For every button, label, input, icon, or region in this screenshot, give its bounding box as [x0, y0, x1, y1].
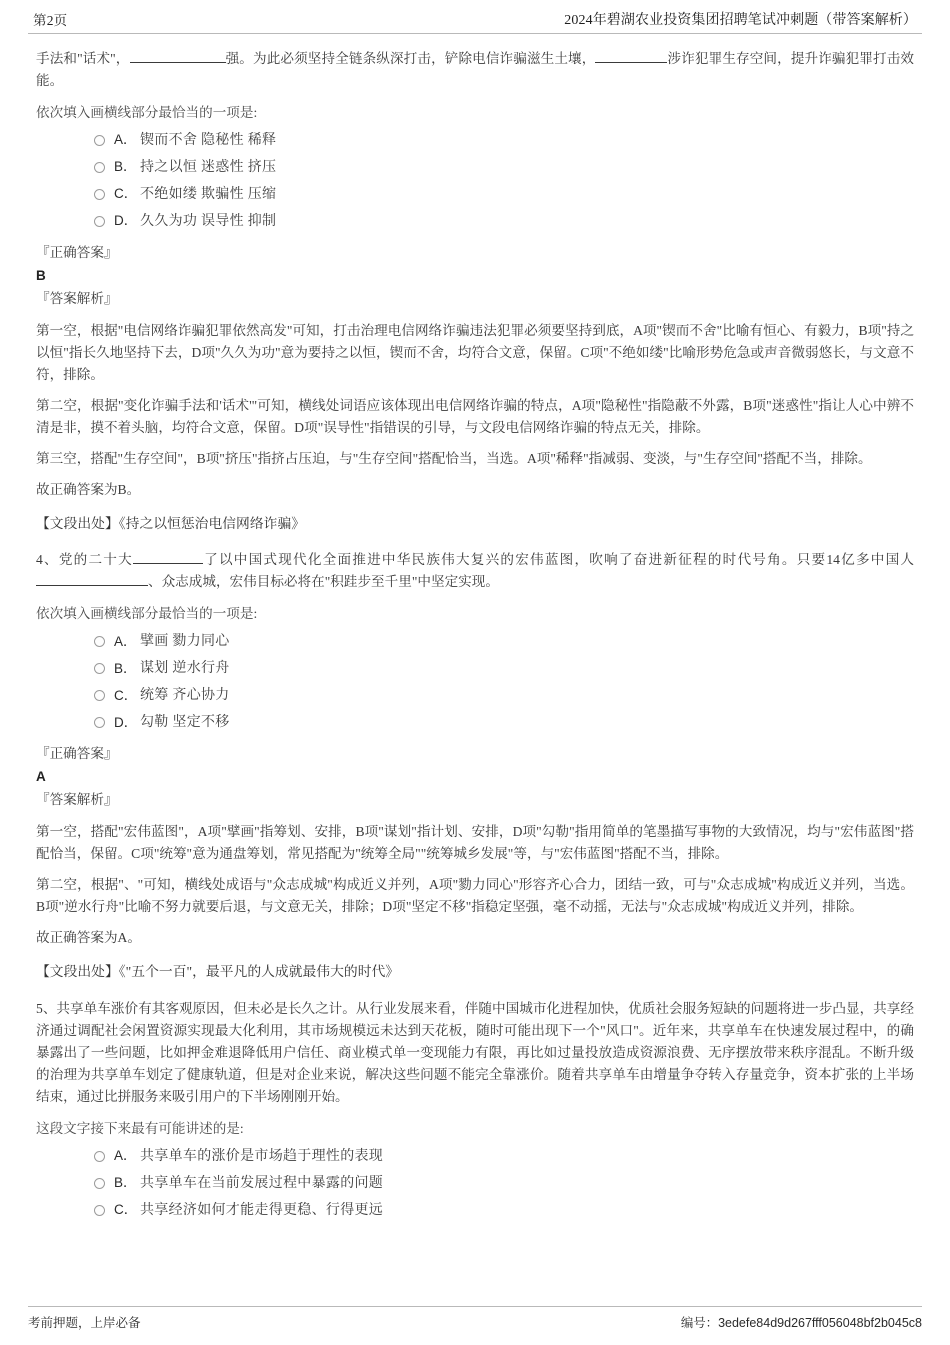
q4-stem-part3: 、众志成城，宏伟目标必将在"积跬步至千里"中坚定实现。 [148, 574, 499, 590]
option-text: 持之以恒 迷惑性 挤压 [140, 160, 277, 176]
q3-blank-1 [130, 62, 226, 63]
option-letter: A． [114, 633, 137, 649]
radio-circle-icon[interactable] [94, 189, 105, 200]
q4-option-d[interactable] [94, 712, 914, 733]
radio-circle-icon[interactable] [94, 1178, 105, 1189]
q3-analysis-label: 『答案解析』 [36, 290, 118, 306]
option-letter: C． [114, 687, 138, 703]
option-letter: D． [114, 213, 138, 229]
option-text: 不绝如缕 欺骗性 压缩 [140, 187, 277, 203]
option-text: 统筹 齐心协力 [140, 688, 230, 704]
q4-correct-answer-label: 『正确答案』 [36, 746, 118, 762]
option-letter: C． [114, 186, 138, 202]
q3-options-list [36, 130, 914, 232]
q4-source-reference: 【文段出处】《"五个一百"，最平凡的人成就最伟大的时代》 [36, 964, 400, 980]
q3-stem-part3: 涉诈犯罪生存空间，提升诈骗犯罪打击效能。 [36, 51, 914, 89]
footer-slogan: 考前押题，上岸必备 [28, 1316, 141, 1330]
option-text: 共享经济如何才能走得更稳、行得更远 [140, 1202, 384, 1218]
q3-blank-2 [595, 62, 667, 63]
option-letter: C． [114, 1202, 138, 1218]
option-text: 擘画 勠力同心 [140, 634, 230, 650]
q4-stem [36, 549, 914, 593]
q3-stem-part1: 手法和"话术"， [36, 51, 130, 66]
option-letter: A． [114, 1148, 137, 1164]
q4-options-list [36, 631, 914, 733]
option-text: 锲而不舍 隐秘性 稀释 [140, 133, 277, 149]
option-letter: B． [114, 1175, 137, 1191]
q4-option-c[interactable] [94, 685, 914, 706]
q5-options-list [36, 1146, 914, 1221]
radio-circle-icon[interactable] [94, 690, 105, 701]
q3-analysis-paragraph-3: 第三空，搭配"生存空间"，B项"挤压"指挤占压迫，与"生存空间"搭配恰当，当选。A项"稀释"指减弱、变淡，与"生存空间"搭配不当，排除。 [36, 451, 872, 467]
q3-analysis-paragraph-2: 第二空，根据"变化诈骗手法和'话术'"可知，横线处词语应该体现出电信网络诈骗的特点，A项"隐秘性"指隐蔽不外露，B项"迷惑性"指让人心中辨不清是非，摸不着头脑，均符合文意，保留。D项"误导性"指错误的引导，与文段电信网络诈骗的特点无关，排除。 [36, 397, 914, 435]
radio-circle-icon[interactable] [94, 1151, 105, 1162]
q3-source-reference: 【文段出处】《持之以恒惩治电信网络诈骗》 [36, 516, 306, 532]
q3-option-c[interactable] [94, 184, 914, 205]
q4-option-b[interactable] [94, 658, 914, 679]
page-number-label: 第2页 [33, 13, 68, 28]
page-footer [28, 1306, 922, 1331]
q3-correct-answer-label: 『正确答案』 [36, 245, 118, 261]
footer-code-block [681, 1313, 922, 1331]
radio-circle-icon[interactable] [94, 216, 105, 227]
option-letter: B． [114, 159, 137, 175]
radio-circle-icon[interactable] [94, 717, 105, 728]
q4-stem-part2: 了以中国式现代化全面推进中华民族伟大复兴的宏伟蓝图，吹响了奋进新征程的时代号角。只要14亿多中国人 [202, 552, 914, 568]
radio-circle-icon[interactable] [94, 135, 105, 146]
q3-option-d[interactable] [94, 211, 914, 232]
q3-stem-part2: 强。为此必须坚持全链条纵深打击，铲除电信诈骗滋生土壤， [225, 51, 596, 66]
q3-correct-answer-value: B [36, 268, 46, 284]
q4-analysis-label: 『答案解析』 [36, 792, 118, 808]
radio-circle-icon[interactable] [94, 663, 105, 674]
q3-option-a[interactable] [94, 130, 914, 151]
q5-prompt: 这段文字接下来最有可能讲述的是: [36, 1120, 244, 1136]
q5-option-b[interactable] [94, 1173, 914, 1194]
q4-prompt: 依次填入画横线部分最恰当的一项是: [36, 606, 258, 622]
q4-blank-1 [133, 563, 203, 564]
q4-analysis-paragraph-2: 第二空，根据"、"可知，横线处成语与"众志成城"构成近义并列，A项"勠力同心"形容齐心合力，团结一致，可与"众志成城"构成近义并列，当选。B项"逆水行舟"比喻不努力就要后退，与文意无关，排除；D项"坚定不移"指稳定坚强，毫不动摇，无法与"众志成城"构成近义并列，排除。 [36, 877, 914, 915]
option-letter: A． [114, 132, 137, 148]
q5-option-c[interactable] [94, 1200, 914, 1221]
q3-option-b[interactable] [94, 157, 914, 178]
radio-circle-icon[interactable] [94, 1205, 105, 1216]
option-text: 谋划 逆水行舟 [140, 661, 230, 677]
q3-analysis-conclusion: 故正确答案为B。 [36, 482, 141, 498]
q4-analysis-paragraph-1: 第一空，搭配"宏伟蓝图"，A项"擘画"指筹划、安排，B项"谋划"指计划、安排，D项"勾勒"指用简单的笔墨描写事物的大致情况，均与"宏伟蓝图"搭配恰当，保留。C项"统筹"意为通盘筹划，常见搭配为"统筹全局""统筹城乡发展"等，与"宏伟蓝图"搭配不当，排除。 [36, 824, 914, 862]
radio-circle-icon[interactable] [94, 636, 105, 647]
page-content [28, 34, 922, 1221]
footer-code-value: 3edefe84d9d267fff056048bf2b045c8 [718, 1316, 922, 1330]
q3-prompt: 依次填入画横线部分最恰当的一项是: [36, 105, 258, 121]
option-letter: B． [114, 660, 137, 676]
option-text: 久久为功 误导性 抑制 [140, 214, 277, 230]
radio-circle-icon[interactable] [94, 162, 105, 173]
option-text: 勾勒 坚定不移 [140, 715, 230, 731]
q4-stem-part1: 4、党的二十大 [36, 552, 133, 568]
footer-code-label: 编号： [680, 1316, 719, 1330]
option-text: 共享单车的涨价是市场趋于理性的表现 [140, 1148, 384, 1164]
q3-stem-continuation [36, 48, 914, 92]
q4-analysis-conclusion: 故正确答案为A。 [36, 930, 141, 946]
q4-correct-answer-value: A [36, 769, 46, 785]
document-title: 2024年碧湖农业投资集团招聘笔试冲刺题（带答案解析） [564, 13, 917, 28]
q4-option-a[interactable] [94, 631, 914, 652]
q5-passage: 5、共享单车涨价有其客观原因，但未必是长久之计。从行业发展来看，伴随中国城市化进程加快，优质社会服务短缺的问题将进一步凸显，共享经济通过调配社会闲置资源实现最大化利用，其市场规模远未达到天花板，随时可能出现下一个"风口"。近年来，共享单车在快速发展过程中，的确暴露出了一些问题，比如押金难退降低用户信任、商业模式单一变现能力有限，再比如过量投放造成资源浪费、无序摆放带来秩序混乱。不断升级的治理为共享单车划定了健康轨道，但是对企业来说，解决这些问题不能完全靠涨价。随着共享单车由增量争夺转入存量竞争，资本扩张的上半场结束，通过比拼服务来吸引用户的下半场刚刚开始。 [36, 1000, 914, 1104]
q3-analysis-paragraph-1: 第一空，根据"电信网络诈骗犯罪依然高发"可知，打击治理电信网络诈骗违法犯罪必须要坚持到底，A项"锲而不舍"比喻有恒心、有毅力，B项"持之以恒"指长久地坚持下去，D项"久久为功"意为要持之以恒，锲而不舍，均符合文意，保留。C项"不绝如缕"比喻形势危急或声音微弱悠长，与文意不符，排除。 [36, 322, 914, 382]
q5-option-a[interactable] [94, 1146, 914, 1167]
option-text: 共享单车在当前发展过程中暴露的问题 [140, 1175, 384, 1191]
q4-blank-2 [36, 585, 148, 586]
option-letter: D． [114, 714, 138, 730]
page-header [28, 0, 922, 34]
